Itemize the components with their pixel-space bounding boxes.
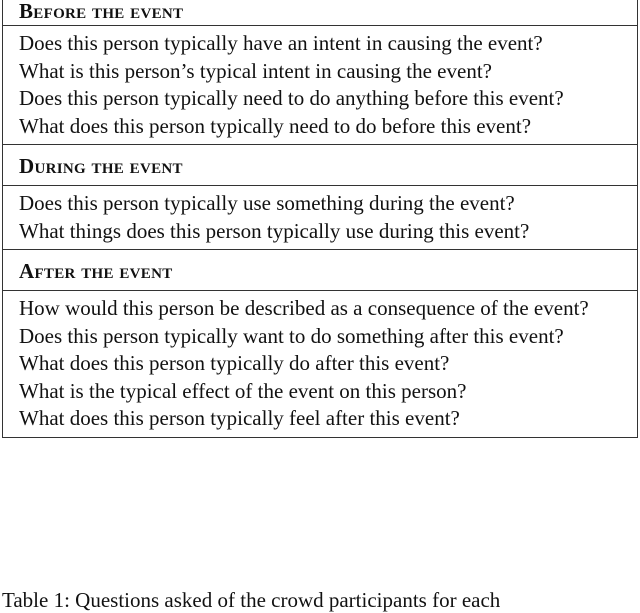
question: Does this person typically need to do anything before this event? bbox=[19, 86, 564, 110]
table-caption: Table 1: Questions asked of the crowd participants for each bbox=[2, 588, 501, 612]
question: What things does this person typically use during this event? bbox=[19, 218, 530, 243]
question: What does this person typically feel after this event? bbox=[19, 406, 460, 430]
questions-table bbox=[2, 0, 638, 438]
question: Does this person typically use something during the event? bbox=[19, 191, 515, 215]
section-before bbox=[3, 26, 637, 145]
question: What does this person typically need to do before this event? bbox=[19, 113, 532, 138]
question: How would this person be described as a consequence of the event? bbox=[19, 296, 589, 320]
section-header-during: During the event bbox=[3, 145, 637, 186]
question: Does this person typically want to do something after this event? bbox=[19, 323, 564, 348]
section-after bbox=[3, 291, 637, 437]
question: Does this person typically have an intent in causing the event? bbox=[19, 31, 543, 55]
question: What is the typical effect of the event on this person? bbox=[19, 378, 467, 403]
question: What does this person typically do after this event? bbox=[19, 351, 450, 375]
section-during bbox=[3, 186, 637, 250]
question: What is this person’s typical intent in causing the event? bbox=[19, 58, 492, 83]
section-header-after: After the event bbox=[3, 250, 637, 291]
section-header-before: Before the event bbox=[3, 0, 637, 26]
